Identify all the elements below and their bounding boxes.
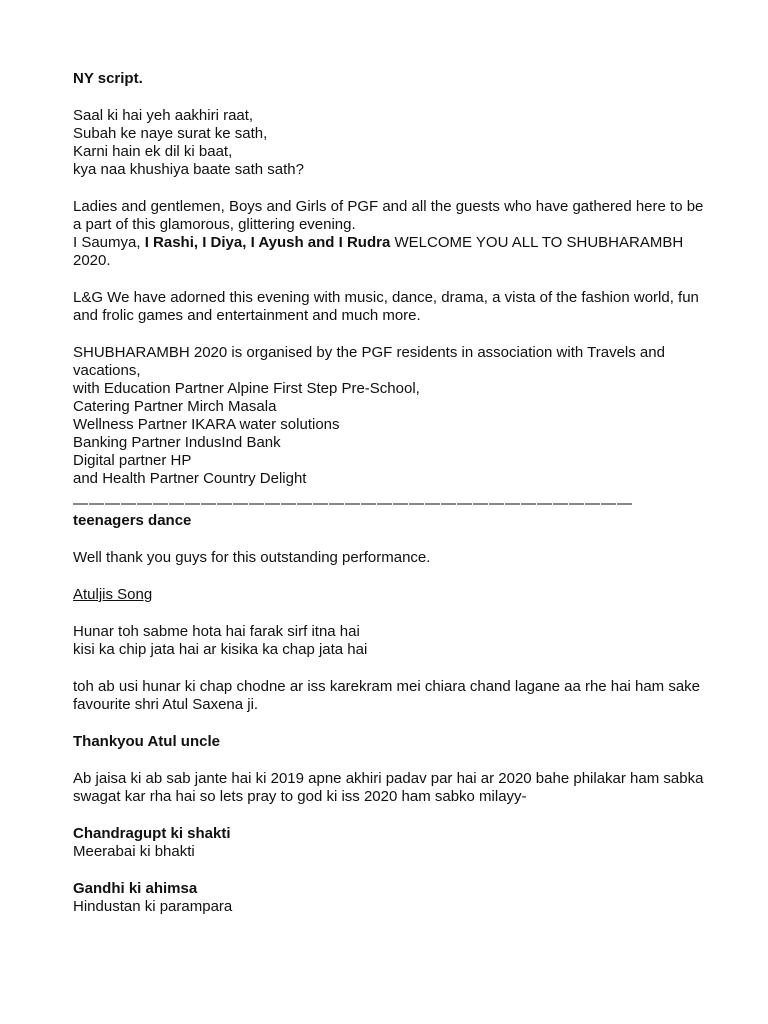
welcome-hosts [73,234,713,270]
welcome-paragraph [73,198,713,270]
hunar-poem [73,623,713,659]
couplet-heading: Gandhi ki ahimsa [73,880,198,897]
thank-you-line: Well thank you guys for this outstanding performance. [73,549,431,566]
poem-line: kisi ka chip jata hai ar kisika ka chap jata hai [73,641,368,658]
opening-poem [73,107,713,179]
poem-line: Hunar toh sabme hota hai farak sirf itna hai [73,623,360,640]
closing-couplet-1 [73,825,713,861]
partner-line: and Health Partner Country Delight [73,470,307,487]
partner-line: Catering Partner Mirch Masala [73,398,277,415]
partner-line: Digital partner HP [73,452,192,469]
closing-couplet-2 [73,880,713,916]
partner-line: with Education Partner Alpine First Step Pre-School, [73,380,420,397]
host-first: I Saumya, [73,234,145,251]
atul-intro-paragraph: toh ab usi hunar ki chap chodne ar iss karekram mei chiara chand lagane aa rhe hai ham sake favourite shri Atul Saxena ji. [73,678,701,713]
poem-line: Saal ki hai yeh aakhiri raat, [73,107,254,124]
teen-dance-heading: teenagers dance [73,512,192,529]
partner-line: Banking Partner IndusInd Bank [73,434,281,451]
couplet-line: Hindustan ki parampara [73,898,233,915]
thankyou-heading: Thankyou Atul uncle [73,733,220,750]
poem-line: Karni hain ek dil ki baat, [73,143,233,160]
section-divider: ——————————————————————————————————— [73,495,633,512]
document-body [73,70,713,916]
poem-line: kya naa khushiya baate sath sath? [73,161,304,178]
document-title: NY script. [73,70,143,87]
host-names: I Rashi, I Diya, I Ayush and I Rudra [144,234,391,251]
organised-intro: SHUBHARAMBH 2020 is organised by the PGF residents in association with Travels and vacations, [73,344,665,379]
song-heading: Atuljis Song [73,586,153,603]
new-year-paragraph: Ab jaisa ki ab sab jante hai ki 2019 apne akhiri padav par hai ar 2020 bahe philakar ham sabka swagat kar rha hai so lets pray to god ki iss 2020 ham sabko milayy- [73,770,704,805]
poem-line: Subah ke naye surat ke sath, [73,125,268,142]
couplet-line: Meerabai ki bhakti [73,843,195,860]
adorned-paragraph: L&G We have adorned this evening with music, dance, drama, a vista of the fashion world, fun and frolic games and entertainment and much more. [73,289,699,324]
couplet-heading: Chandragupt ki shakti [73,825,231,842]
welcome-shout: WELCOME YOU ALL TO SHUBHARAMBH 2020. [73,234,684,269]
organised-paragraph [73,344,713,488]
partner-line: Wellness Partner IKARA water solutions [73,416,340,433]
welcome-intro: Ladies and gentlemen, Boys and Girls of PGF and all the guests who have gathered here to be a part of this glamorous, glittering evening. [73,198,704,233]
